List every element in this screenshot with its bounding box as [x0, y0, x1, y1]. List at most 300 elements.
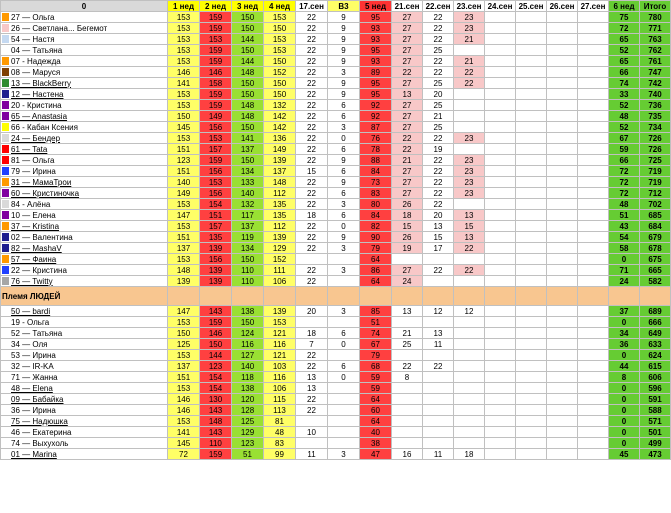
date17-cell[interactable]: 22 — [296, 67, 328, 78]
week5-cell[interactable]: 83 — [360, 188, 392, 199]
day-score-cell[interactable] — [547, 383, 578, 394]
total-cell[interactable]: 702 — [640, 199, 671, 210]
b3-cell[interactable]: 9 — [328, 12, 360, 23]
week6-cell[interactable]: 58 — [609, 243, 640, 254]
b3-cell[interactable]: 6 — [328, 111, 360, 122]
week1-cell[interactable]: 153 — [168, 254, 200, 265]
day-score-cell[interactable]: 23 — [454, 133, 485, 144]
day-score-cell[interactable]: 22 — [423, 199, 454, 210]
day-score-cell[interactable] — [516, 232, 547, 243]
week4-cell[interactable]: 81 — [264, 416, 296, 427]
day-score-cell[interactable]: 27 — [392, 111, 423, 122]
day-score-cell[interactable] — [547, 56, 578, 67]
player-name-cell[interactable] — [1, 45, 168, 56]
week1-cell[interactable]: 151 — [168, 232, 200, 243]
day-score-cell[interactable] — [547, 177, 578, 188]
day-score-cell[interactable] — [454, 254, 485, 265]
day-score-cell[interactable] — [392, 394, 423, 405]
day-score-cell[interactable] — [454, 122, 485, 133]
b3-cell[interactable]: 3 — [328, 122, 360, 133]
day-score-cell[interactable] — [578, 155, 609, 166]
day-score-cell[interactable]: 11 — [423, 449, 454, 460]
week1-cell[interactable]: 149 — [168, 188, 200, 199]
week2-cell[interactable]: 135 — [200, 232, 232, 243]
week2-cell[interactable]: 154 — [200, 372, 232, 383]
day-score-cell[interactable] — [423, 254, 454, 265]
day-score-cell[interactable]: 22 — [423, 155, 454, 166]
week1-cell[interactable]: 139 — [168, 276, 200, 287]
b3-cell[interactable]: 9 — [328, 177, 360, 188]
week3-cell[interactable]: 150 — [232, 89, 264, 100]
day-score-cell[interactable] — [485, 372, 516, 383]
day-score-cell[interactable] — [578, 166, 609, 177]
day-score-cell[interactable] — [454, 317, 485, 328]
day-score-cell[interactable] — [516, 254, 547, 265]
week4-cell[interactable]: 148 — [264, 177, 296, 188]
total-cell[interactable]: 665 — [640, 265, 671, 276]
date17-cell[interactable]: 22 — [296, 265, 328, 276]
week3-cell[interactable]: 137 — [232, 144, 264, 155]
total-cell[interactable]: 582 — [640, 276, 671, 287]
b3-cell[interactable] — [328, 438, 360, 449]
player-name-cell[interactable] — [1, 34, 168, 45]
section-cell[interactable] — [640, 287, 671, 306]
week4-cell[interactable]: 116 — [264, 372, 296, 383]
day-score-cell[interactable]: 13 — [423, 328, 454, 339]
day-score-cell[interactable] — [485, 45, 516, 56]
day-score-cell[interactable] — [516, 328, 547, 339]
player-name-cell[interactable] — [1, 166, 168, 177]
player-name-cell[interactable] — [1, 339, 168, 350]
week3-cell[interactable]: 123 — [232, 438, 264, 449]
day-score-cell[interactable]: 23 — [454, 12, 485, 23]
week3-cell[interactable]: 144 — [232, 56, 264, 67]
week3-cell[interactable]: 51 — [232, 449, 264, 460]
day-score-cell[interactable] — [578, 78, 609, 89]
date17-cell[interactable]: 22 — [296, 199, 328, 210]
day-score-cell[interactable] — [578, 133, 609, 144]
day-score-cell[interactable] — [578, 23, 609, 34]
week6-cell[interactable]: 45 — [609, 449, 640, 460]
player-name-cell[interactable] — [1, 23, 168, 34]
week5-cell[interactable]: 40 — [360, 427, 392, 438]
section-cell[interactable] — [360, 287, 392, 306]
total-cell[interactable]: 675 — [640, 254, 671, 265]
week4-cell[interactable]: 142 — [264, 122, 296, 133]
week5-cell[interactable]: 93 — [360, 56, 392, 67]
day-score-cell[interactable] — [547, 254, 578, 265]
week5-cell[interactable]: 93 — [360, 23, 392, 34]
b3-cell[interactable]: 3 — [328, 449, 360, 460]
week4-cell[interactable]: 139 — [264, 232, 296, 243]
day-score-cell[interactable]: 27 — [392, 12, 423, 23]
week1-cell[interactable]: 153 — [168, 23, 200, 34]
week2-cell[interactable]: 159 — [200, 56, 232, 67]
week2-cell[interactable]: 139 — [200, 276, 232, 287]
week5-cell[interactable]: 64 — [360, 276, 392, 287]
week5-cell[interactable]: 93 — [360, 34, 392, 45]
date17-cell[interactable] — [296, 254, 328, 265]
day-score-cell[interactable]: 11 — [423, 339, 454, 350]
week2-cell[interactable]: 159 — [200, 449, 232, 460]
day-score-cell[interactable] — [485, 89, 516, 100]
week4-cell[interactable]: 48 — [264, 427, 296, 438]
header-week-1[interactable]: 1 нед — [168, 1, 200, 12]
week6-cell[interactable]: 75 — [609, 12, 640, 23]
day-score-cell[interactable]: 27 — [392, 23, 423, 34]
total-cell[interactable]: 678 — [640, 243, 671, 254]
day-score-cell[interactable] — [485, 254, 516, 265]
week5-cell[interactable]: 84 — [360, 166, 392, 177]
date17-cell[interactable]: 22 — [296, 111, 328, 122]
day-score-cell[interactable] — [578, 243, 609, 254]
day-score-cell[interactable] — [547, 188, 578, 199]
player-name-cell[interactable] — [1, 427, 168, 438]
day-score-cell[interactable]: 20 — [423, 89, 454, 100]
week4-cell[interactable]: 83 — [264, 438, 296, 449]
week6-cell[interactable]: 66 — [609, 67, 640, 78]
total-cell[interactable]: 606 — [640, 372, 671, 383]
header-date-21[interactable]: 21.сен — [392, 1, 423, 12]
total-cell[interactable]: 684 — [640, 221, 671, 232]
week6-cell[interactable]: 54 — [609, 232, 640, 243]
header-week-2[interactable]: 2 нед — [200, 1, 232, 12]
week3-cell[interactable]: 144 — [232, 34, 264, 45]
week2-cell[interactable]: 143 — [200, 427, 232, 438]
day-score-cell[interactable] — [516, 350, 547, 361]
week2-cell[interactable]: 159 — [200, 100, 232, 111]
day-score-cell[interactable] — [485, 317, 516, 328]
week1-cell[interactable]: 153 — [168, 100, 200, 111]
week3-cell[interactable]: 148 — [232, 111, 264, 122]
day-score-cell[interactable] — [547, 416, 578, 427]
week1-cell[interactable]: 153 — [168, 12, 200, 23]
header-week-6[interactable]: 6 нед — [609, 1, 640, 12]
day-score-cell[interactable] — [516, 177, 547, 188]
total-cell[interactable]: 726 — [640, 133, 671, 144]
week2-cell[interactable]: 146 — [200, 328, 232, 339]
week3-cell[interactable]: 117 — [232, 210, 264, 221]
day-score-cell[interactable] — [547, 100, 578, 111]
player-name-cell[interactable] — [1, 232, 168, 243]
week1-cell[interactable]: 150 — [168, 111, 200, 122]
week2-cell[interactable]: 157 — [200, 221, 232, 232]
day-score-cell[interactable] — [516, 427, 547, 438]
b3-cell[interactable]: 6 — [328, 144, 360, 155]
day-score-cell[interactable] — [547, 438, 578, 449]
date17-cell[interactable]: 22 — [296, 100, 328, 111]
week4-cell[interactable]: 137 — [264, 166, 296, 177]
week6-cell[interactable]: 66 — [609, 155, 640, 166]
section-cell[interactable] — [485, 287, 516, 306]
date17-cell[interactable]: 22 — [296, 23, 328, 34]
week2-cell[interactable]: 143 — [200, 306, 232, 317]
week5-cell[interactable]: 79 — [360, 350, 392, 361]
day-score-cell[interactable] — [485, 56, 516, 67]
section-cell[interactable] — [296, 287, 328, 306]
week2-cell[interactable]: 156 — [200, 188, 232, 199]
week4-cell[interactable]: 153 — [264, 12, 296, 23]
day-score-cell[interactable] — [578, 100, 609, 111]
day-score-cell[interactable]: 13 — [392, 306, 423, 317]
day-score-cell[interactable] — [578, 339, 609, 350]
week1-cell[interactable]: 147 — [168, 210, 200, 221]
player-name-cell[interactable] — [1, 78, 168, 89]
day-score-cell[interactable] — [423, 394, 454, 405]
day-score-cell[interactable] — [578, 427, 609, 438]
week2-cell[interactable]: 153 — [200, 34, 232, 45]
section-cell[interactable] — [200, 287, 232, 306]
day-score-cell[interactable] — [547, 122, 578, 133]
b3-cell[interactable]: 3 — [328, 199, 360, 210]
b3-cell[interactable]: 9 — [328, 78, 360, 89]
day-score-cell[interactable]: 13 — [454, 232, 485, 243]
week1-cell[interactable]: 148 — [168, 265, 200, 276]
day-score-cell[interactable] — [547, 23, 578, 34]
player-name-cell[interactable] — [1, 350, 168, 361]
day-score-cell[interactable]: 23 — [454, 166, 485, 177]
week5-cell[interactable]: 73 — [360, 177, 392, 188]
week4-cell[interactable]: 139 — [264, 155, 296, 166]
week5-cell[interactable]: 60 — [360, 405, 392, 416]
week4-cell[interactable]: 115 — [264, 394, 296, 405]
day-score-cell[interactable] — [578, 405, 609, 416]
week5-cell[interactable]: 74 — [360, 328, 392, 339]
day-score-cell[interactable] — [578, 67, 609, 78]
day-score-cell[interactable] — [516, 306, 547, 317]
day-score-cell[interactable] — [547, 276, 578, 287]
day-score-cell[interactable] — [485, 416, 516, 427]
day-score-cell[interactable] — [485, 67, 516, 78]
b3-cell[interactable]: 6 — [328, 210, 360, 221]
day-score-cell[interactable] — [516, 188, 547, 199]
week5-cell[interactable]: 90 — [360, 232, 392, 243]
total-cell[interactable]: 571 — [640, 416, 671, 427]
player-name-cell[interactable] — [1, 416, 168, 427]
player-name-cell[interactable] — [1, 100, 168, 111]
date17-cell[interactable]: 22 — [296, 89, 328, 100]
week6-cell[interactable]: 48 — [609, 199, 640, 210]
date17-cell[interactable]: 22 — [296, 78, 328, 89]
day-score-cell[interactable] — [578, 144, 609, 155]
date17-cell[interactable]: 22 — [296, 12, 328, 23]
week2-cell[interactable]: 159 — [200, 155, 232, 166]
week5-cell[interactable]: 82 — [360, 221, 392, 232]
week6-cell[interactable]: 24 — [609, 276, 640, 287]
b3-cell[interactable] — [328, 276, 360, 287]
day-score-cell[interactable] — [423, 317, 454, 328]
week1-cell[interactable]: 145 — [168, 122, 200, 133]
day-score-cell[interactable]: 24 — [392, 276, 423, 287]
week2-cell[interactable]: 159 — [200, 45, 232, 56]
week6-cell[interactable]: 71 — [609, 265, 640, 276]
day-score-cell[interactable] — [516, 265, 547, 276]
week2-cell[interactable]: 157 — [200, 144, 232, 155]
week3-cell[interactable]: 134 — [232, 166, 264, 177]
b3-cell[interactable] — [328, 350, 360, 361]
week4-cell[interactable]: 152 — [264, 254, 296, 265]
day-score-cell[interactable] — [485, 166, 516, 177]
week6-cell[interactable]: 0 — [609, 416, 640, 427]
day-score-cell[interactable] — [454, 199, 485, 210]
week3-cell[interactable]: 150 — [232, 45, 264, 56]
section-cell[interactable] — [328, 287, 360, 306]
player-name-cell[interactable] — [1, 188, 168, 199]
day-score-cell[interactable] — [423, 276, 454, 287]
week6-cell[interactable]: 0 — [609, 317, 640, 328]
week4-cell[interactable]: 116 — [264, 339, 296, 350]
day-score-cell[interactable]: 19 — [392, 243, 423, 254]
day-score-cell[interactable] — [454, 339, 485, 350]
day-score-cell[interactable] — [485, 306, 516, 317]
day-score-cell[interactable] — [423, 383, 454, 394]
week5-cell[interactable]: 84 — [360, 210, 392, 221]
week5-cell[interactable]: 47 — [360, 449, 392, 460]
date17-cell[interactable]: 11 — [296, 449, 328, 460]
day-score-cell[interactable] — [547, 133, 578, 144]
day-score-cell[interactable] — [547, 12, 578, 23]
day-score-cell[interactable] — [578, 210, 609, 221]
day-score-cell[interactable] — [392, 438, 423, 449]
day-score-cell[interactable] — [485, 188, 516, 199]
week6-cell[interactable]: 52 — [609, 100, 640, 111]
week5-cell[interactable]: 87 — [360, 122, 392, 133]
week5-cell[interactable]: 95 — [360, 12, 392, 23]
header-date-27[interactable]: 27.сен — [578, 1, 609, 12]
total-cell[interactable]: 725 — [640, 155, 671, 166]
day-score-cell[interactable] — [516, 12, 547, 23]
date17-cell[interactable]: 22 — [296, 276, 328, 287]
total-cell[interactable]: 780 — [640, 12, 671, 23]
day-score-cell[interactable]: 25 — [423, 100, 454, 111]
header-date-22[interactable]: 22.сен — [423, 1, 454, 12]
day-score-cell[interactable] — [578, 361, 609, 372]
day-score-cell[interactable] — [547, 328, 578, 339]
week4-cell[interactable]: 142 — [264, 111, 296, 122]
day-score-cell[interactable] — [485, 122, 516, 133]
week6-cell[interactable]: 0 — [609, 405, 640, 416]
week6-cell[interactable]: 34 — [609, 328, 640, 339]
day-score-cell[interactable] — [547, 306, 578, 317]
week3-cell[interactable]: 110 — [232, 265, 264, 276]
week4-cell[interactable]: 149 — [264, 144, 296, 155]
day-score-cell[interactable] — [392, 416, 423, 427]
week4-cell[interactable]: 136 — [264, 133, 296, 144]
day-score-cell[interactable] — [578, 232, 609, 243]
section-cell[interactable] — [168, 287, 200, 306]
week1-cell[interactable]: 151 — [168, 372, 200, 383]
player-name-cell[interactable] — [1, 133, 168, 144]
week4-cell[interactable]: 113 — [264, 405, 296, 416]
b3-cell[interactable]: 9 — [328, 155, 360, 166]
total-cell[interactable]: 712 — [640, 188, 671, 199]
week4-cell[interactable]: 99 — [264, 449, 296, 460]
player-name-cell[interactable] — [1, 199, 168, 210]
date17-cell[interactable]: 22 — [296, 232, 328, 243]
day-score-cell[interactable] — [547, 78, 578, 89]
week3-cell[interactable]: 129 — [232, 427, 264, 438]
date17-cell[interactable]: 22 — [296, 56, 328, 67]
day-score-cell[interactable] — [578, 438, 609, 449]
player-name-cell[interactable] — [1, 276, 168, 287]
day-score-cell[interactable] — [423, 438, 454, 449]
b3-cell[interactable]: 6 — [328, 328, 360, 339]
day-score-cell[interactable]: 22 — [423, 12, 454, 23]
day-score-cell[interactable] — [578, 56, 609, 67]
week2-cell[interactable]: 159 — [200, 317, 232, 328]
week1-cell[interactable]: 153 — [168, 45, 200, 56]
day-score-cell[interactable] — [485, 243, 516, 254]
week4-cell[interactable]: 112 — [264, 188, 296, 199]
week3-cell[interactable]: 134 — [232, 243, 264, 254]
player-name-cell[interactable] — [1, 438, 168, 449]
day-score-cell[interactable] — [485, 361, 516, 372]
day-score-cell[interactable] — [485, 232, 516, 243]
week5-cell[interactable]: 86 — [360, 265, 392, 276]
day-score-cell[interactable] — [547, 67, 578, 78]
day-score-cell[interactable] — [454, 276, 485, 287]
day-score-cell[interactable]: 22 — [454, 78, 485, 89]
day-score-cell[interactable]: 18 — [454, 449, 485, 460]
day-score-cell[interactable] — [516, 339, 547, 350]
player-name-cell[interactable] — [1, 383, 168, 394]
player-name-cell[interactable] — [1, 405, 168, 416]
week2-cell[interactable]: 156 — [200, 166, 232, 177]
week3-cell[interactable]: 110 — [232, 276, 264, 287]
week4-cell[interactable]: 135 — [264, 210, 296, 221]
week1-cell[interactable]: 145 — [168, 438, 200, 449]
total-cell[interactable]: 734 — [640, 122, 671, 133]
player-name-cell[interactable] — [1, 243, 168, 254]
week1-cell[interactable]: 153 — [168, 416, 200, 427]
day-score-cell[interactable]: 25 — [392, 339, 423, 350]
day-score-cell[interactable] — [454, 89, 485, 100]
day-score-cell[interactable]: 22 — [454, 67, 485, 78]
day-score-cell[interactable]: 22 — [454, 243, 485, 254]
day-score-cell[interactable] — [485, 339, 516, 350]
player-name-cell[interactable] — [1, 155, 168, 166]
day-score-cell[interactable]: 27 — [392, 188, 423, 199]
day-score-cell[interactable]: 15 — [392, 221, 423, 232]
day-score-cell[interactable] — [516, 199, 547, 210]
total-cell[interactable]: 719 — [640, 177, 671, 188]
day-score-cell[interactable] — [516, 243, 547, 254]
day-score-cell[interactable]: 22 — [423, 56, 454, 67]
week3-cell[interactable]: 120 — [232, 394, 264, 405]
b3-cell[interactable]: 9 — [328, 45, 360, 56]
day-score-cell[interactable] — [516, 155, 547, 166]
day-score-cell[interactable]: 25 — [423, 45, 454, 56]
player-name-cell[interactable] — [1, 111, 168, 122]
day-score-cell[interactable] — [547, 339, 578, 350]
day-score-cell[interactable] — [578, 12, 609, 23]
week5-cell[interactable]: 64 — [360, 394, 392, 405]
day-score-cell[interactable] — [454, 394, 485, 405]
week5-cell[interactable]: 59 — [360, 372, 392, 383]
week1-cell[interactable]: 125 — [168, 339, 200, 350]
day-score-cell[interactable] — [485, 383, 516, 394]
week6-cell[interactable]: 72 — [609, 188, 640, 199]
week1-cell[interactable]: 147 — [168, 306, 200, 317]
section-title[interactable]: Племя ЛЮДЕЙ — [1, 287, 168, 306]
day-score-cell[interactable] — [454, 416, 485, 427]
b3-cell[interactable] — [328, 427, 360, 438]
week4-cell[interactable]: 132 — [264, 100, 296, 111]
player-name-cell[interactable] — [1, 177, 168, 188]
week1-cell[interactable]: 153 — [168, 383, 200, 394]
week3-cell[interactable]: 124 — [232, 328, 264, 339]
week3-cell[interactable]: 150 — [232, 317, 264, 328]
